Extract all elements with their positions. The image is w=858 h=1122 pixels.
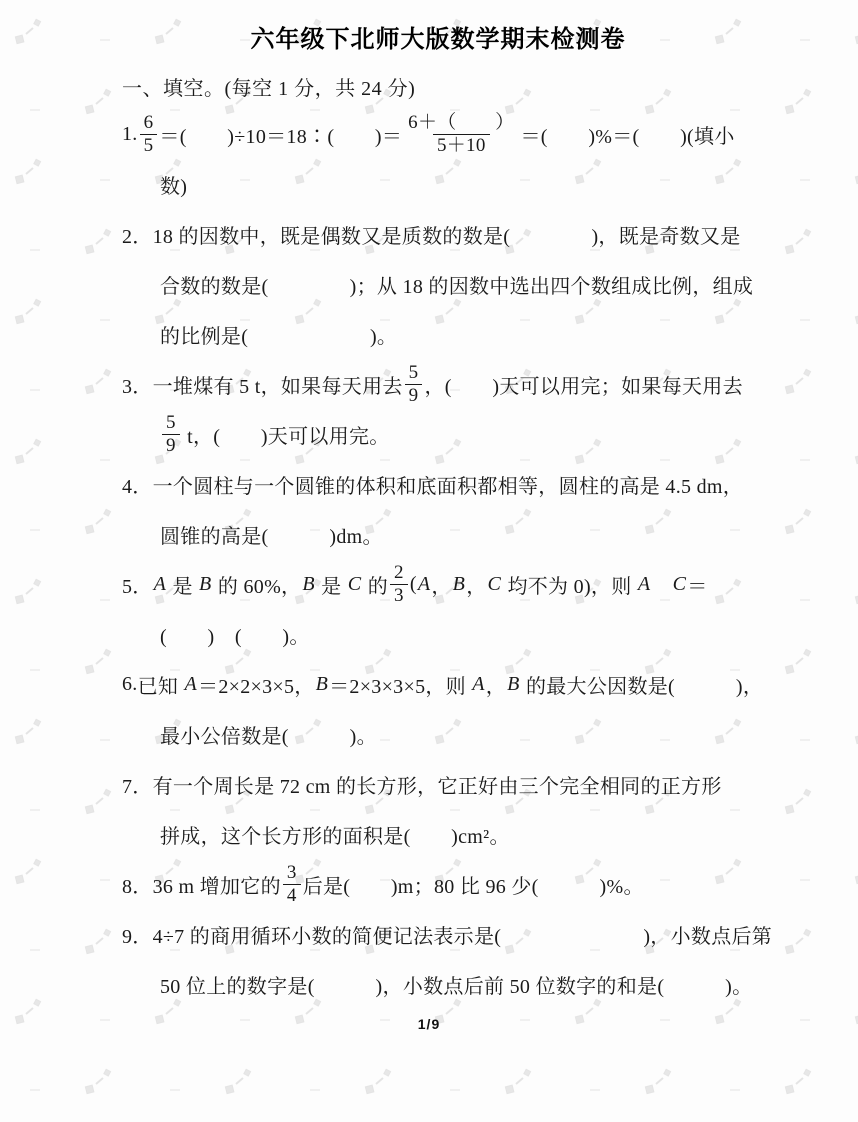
text-segment: ( ) ( )。 xyxy=(160,625,310,648)
text-segment: ＝2×2×3×5， xyxy=(198,675,315,698)
fraction xyxy=(404,112,518,157)
fraction-denominator: 5 xyxy=(140,134,158,157)
fraction-denominator: 9 xyxy=(405,384,423,407)
text-segment: 4÷7 的商用循环小数的简便记法表示是( )，小数点后第 xyxy=(152,925,773,948)
question-line xyxy=(122,759,754,809)
question-3 xyxy=(122,359,754,459)
fraction-numerator: 5 xyxy=(166,411,176,433)
question-line xyxy=(122,159,754,209)
text-segment: 后是( )m；80 比 96 少( )%。 xyxy=(302,875,644,898)
question-line xyxy=(122,859,754,909)
text-segment: ＝ xyxy=(687,575,708,598)
question-number: 4． xyxy=(122,475,153,498)
text-segment: 均不为 0)，则 xyxy=(502,575,637,598)
question-number: 6. xyxy=(122,672,138,695)
fraction-denominator: 3 xyxy=(390,584,408,607)
question-line xyxy=(122,659,764,709)
text-segment: 是 xyxy=(315,575,347,598)
math-variable: A xyxy=(637,572,651,595)
question-line xyxy=(122,259,754,309)
text-segment: ， xyxy=(466,575,487,598)
fraction-numerator: 6＋（ ） xyxy=(408,111,515,133)
question-number: 7． xyxy=(122,775,153,798)
math-variable: A xyxy=(417,572,431,595)
fraction-denominator: 4 xyxy=(283,884,301,907)
fraction-numerator: 5 xyxy=(408,361,419,383)
question-line xyxy=(122,209,754,259)
math-variable: B xyxy=(507,672,520,695)
fraction xyxy=(390,562,408,607)
text-segment: 合数的数是( )；从 18 的因数中选出四个数组成比例，组成 xyxy=(160,275,754,298)
text-segment: 圆锥的高是( )dm。 xyxy=(160,525,383,548)
fraction-denominator: 9 xyxy=(162,434,180,457)
text-segment: 36 m 增加它的 xyxy=(152,875,281,898)
question-line xyxy=(122,109,754,159)
question-line xyxy=(122,559,754,609)
question-line xyxy=(122,359,754,409)
text-segment: 一堆煤有 5 t，如果每天用去 xyxy=(152,375,403,398)
question-line xyxy=(122,459,754,509)
question-5 xyxy=(122,559,754,659)
question-2 xyxy=(122,209,754,359)
math-variable: B xyxy=(199,572,212,595)
text-segment: ， xyxy=(485,675,507,698)
math-variable: C xyxy=(672,572,687,595)
text-segment: t，( )天可以用完。 xyxy=(181,425,390,448)
question-number: 9． xyxy=(122,925,153,948)
question-line xyxy=(122,709,754,759)
question-1 xyxy=(122,109,754,209)
page-number: 1/9 xyxy=(417,1016,441,1032)
text-segment: 的 60%， xyxy=(212,575,302,598)
fraction xyxy=(162,412,180,457)
question-number: 8． xyxy=(122,875,153,898)
question-line xyxy=(122,959,754,1009)
math-variable: C xyxy=(487,572,502,595)
text-segment: 的 xyxy=(362,575,389,598)
question-line xyxy=(122,409,754,459)
math-variable: C xyxy=(347,572,362,595)
question-6 xyxy=(122,659,764,759)
fraction xyxy=(140,112,158,157)
question-9 xyxy=(122,909,773,1009)
text-segment: ＝( )÷10＝18∶( )＝ xyxy=(159,125,403,148)
text-segment: 18 的因数中，既是偶数又是质数的数是( )，既是奇数又是 xyxy=(152,225,741,248)
page-title: 六年级下北师大版数学期末检测卷 xyxy=(250,26,626,53)
text-segment: ＝2×3×3×5，则 xyxy=(329,675,472,698)
question-line xyxy=(122,609,754,659)
text-segment: ， xyxy=(431,575,452,598)
text-segment: 有一个周长是 72 cm 的长方形，它正好由三个完全相同的正方形 xyxy=(152,775,722,798)
question-number: 5． xyxy=(122,575,153,598)
text-segment: 的最大公因数是( )， xyxy=(520,675,764,698)
fraction-denominator: 5＋10 xyxy=(433,134,490,157)
text-segment: 50 位上的数字是( )，小数点后前 50 位数字的和是( )。 xyxy=(160,975,753,998)
question-line xyxy=(122,809,754,859)
fraction-numerator: 2 xyxy=(394,561,404,583)
fraction-numerator: 3 xyxy=(286,861,297,883)
text-segment xyxy=(651,570,671,599)
fraction-numerator: 6 xyxy=(143,111,154,133)
math-variable: B xyxy=(452,572,466,595)
question-number: 1. xyxy=(122,122,138,145)
text-segment: ＝( )%＝( )(填小 xyxy=(520,125,735,148)
text-segment: 的比例是( )。 xyxy=(160,325,398,348)
math-variable: B xyxy=(315,672,329,695)
text-segment: ，( )天可以用完；如果每天用去 xyxy=(424,375,743,398)
math-variable: A xyxy=(472,672,485,695)
question-line xyxy=(122,509,754,559)
text-segment: 是 xyxy=(167,575,199,598)
question-line xyxy=(122,309,754,359)
math-variable: A xyxy=(153,572,167,595)
math-variable: A xyxy=(184,672,198,695)
question-8 xyxy=(122,859,754,909)
fraction xyxy=(283,862,301,907)
question-7 xyxy=(122,759,754,859)
text-segment: ( xyxy=(409,572,417,595)
question-line xyxy=(122,909,773,959)
text-segment: 已知 xyxy=(137,675,184,698)
question-number: 2． xyxy=(122,225,153,248)
text-segment: 一个圆柱与一个圆锥的体积和底面积都相等，圆柱的高是 4.5 dm， xyxy=(152,475,744,498)
questions-list xyxy=(122,109,773,1009)
math-variable: B xyxy=(302,572,315,595)
question-4 xyxy=(122,459,754,559)
text-segment: 拼成，这个长方形的面积是( )cm²。 xyxy=(160,825,510,848)
question-number: 3． xyxy=(122,375,153,398)
section-heading: 一、填空。(每空 1 分，共 24 分) xyxy=(122,78,416,101)
fraction xyxy=(405,362,423,407)
text-segment: 最小公倍数是( )。 xyxy=(160,725,377,748)
text-segment: 数) xyxy=(160,175,188,198)
